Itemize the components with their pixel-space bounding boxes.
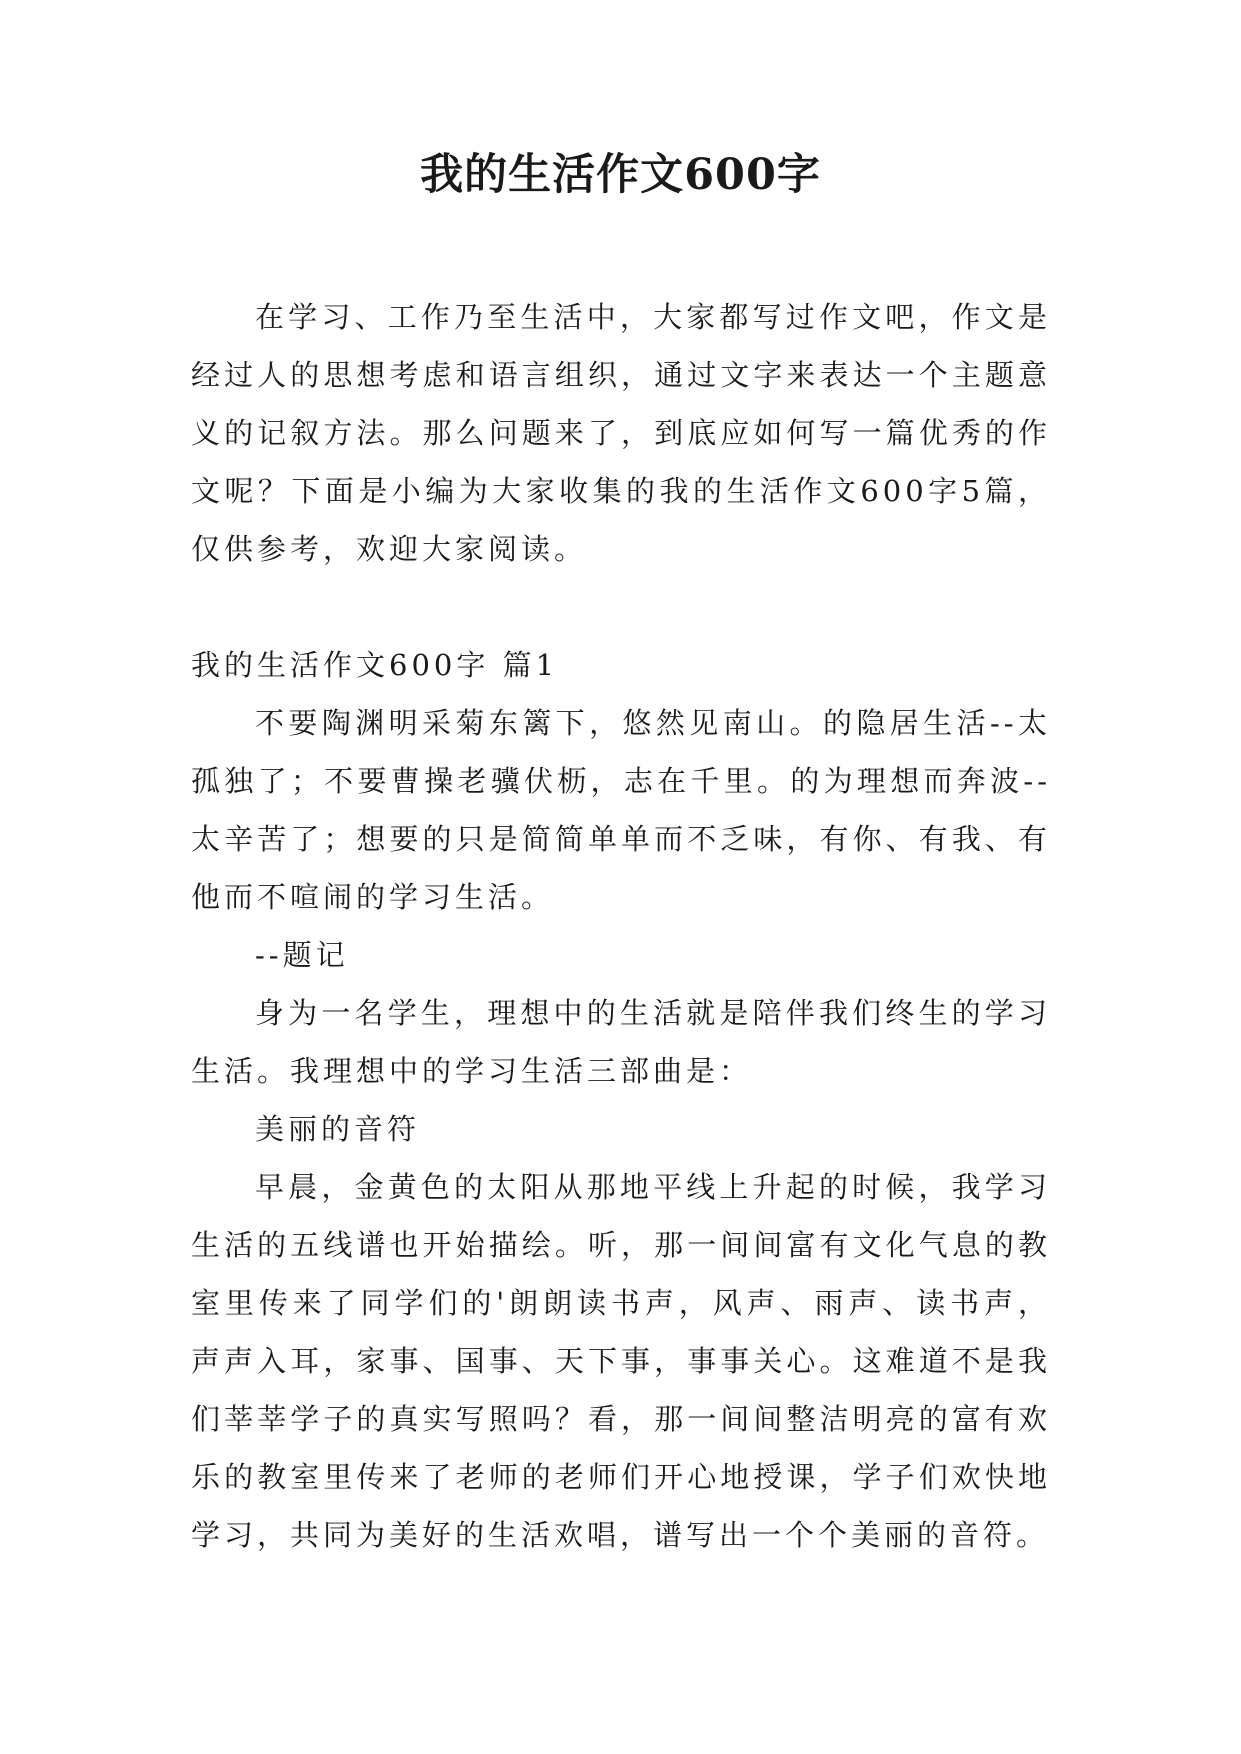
section-heading: 我的生活作文600字 篇1 [191,648,559,682]
body-paragraph: 身为一名学生，理想中的生活就是陪伴我们终生的学习生活。我理想中的学习生活三部曲是： [191,996,1051,1088]
paragraph-gap [191,578,1051,636]
intro-paragraph: 在学习、工作乃至生活中，大家都写过作文吧，作文是经过人的思想考虑和语言组织，通过文字来表达一个主题意义的记叙方法。那么问题来了，到底应如何写一篇优秀的作文呢？下面是小编为大家收集的我的生活作文600字5篇，仅供参考，欢迎大家阅读。 [191,300,1051,566]
document-body [191,288,1051,1564]
subheading: 美丽的音符 [255,1112,421,1146]
document-title: 我的生活作文600字 [420,150,821,200]
epigraph-note: --题记 [255,938,349,972]
body-paragraph: 早晨，金黄色的太阳从那地平线上升起的时候，我学习生活的五线谱也开始描绘。听，那一间间富有文化气息的教室里传来了同学们的'朗朗读书声，风声、雨声、读书声，声声入耳，家事、国事、天下事，事事关心。这难道不是我们莘莘学子的真实写照吗？看，那一间间整洁明亮的富有欢乐的教室里传来了老师的老师们开心地授课，学子们欢快地学习，共同为美好的生活欢唱，谱写出一个个美丽的音符。 [191,1170,1051,1552]
body-paragraph: 不要陶渊明采菊东篱下，悠然见南山。的隐居生活--太孤独了；不要曹操老骥伏枥，志在千里。的为理想而奔波--太辛苦了；想要的只是简简单单而不乏味，有你、有我、有他而不喧闹的学习生活。 [191,706,1051,914]
